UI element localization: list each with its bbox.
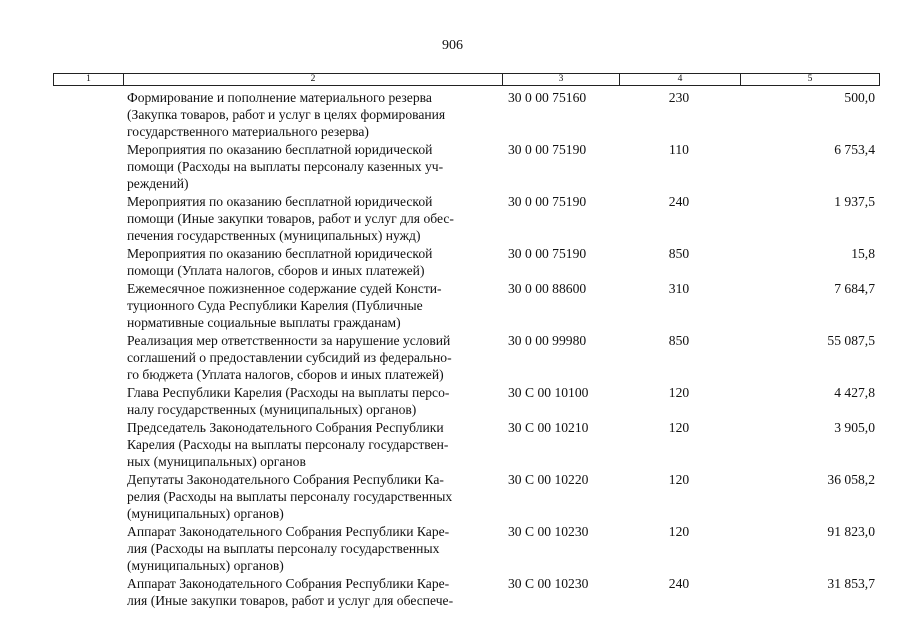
row-expense-type: 850: [668, 333, 690, 348]
row-code: 30 0 00 99980: [508, 333, 587, 348]
row-code: 30 0 00 75160: [508, 90, 587, 105]
row-amount: 4 427,8: [834, 385, 875, 400]
row-code: 30 С 00 10100: [508, 385, 589, 400]
row-name: Депутаты Законодательного Собрания Республики Ка- релия (Расходы на выплаты персоналу государственных (муниципальных) органов): [127, 472, 453, 522]
row-name: Мероприятия по оказанию бесплатной юридической помощи (Расходы на выплаты персоналу казенных уч- реждений): [127, 142, 444, 192]
row-expense-type: 120: [668, 420, 690, 435]
row-expense-type: 850: [668, 246, 690, 261]
row-code: 30 0 00 75190: [508, 246, 587, 261]
table-body: [0, 87, 905, 613]
row-amount: 3 905,0: [834, 420, 875, 435]
row-name: Формирование и пополнение материального резерва (Закупка товаров, работ и услуг в целях формирования государственного материального резерва): [127, 90, 446, 140]
row-name: Мероприятия по оказанию бесплатной юридической помощи (Уплата налогов, сборов и иных платежей): [127, 246, 433, 279]
row-name: Глава Республики Карелия (Расходы на выплаты персо- налу государственных (муниципальных) органов): [127, 385, 450, 418]
table-row: [0, 417, 905, 469]
row-amount: 500,0: [844, 90, 875, 105]
row-amount: 1 937,5: [834, 194, 875, 209]
table-row: [0, 191, 905, 243]
table-row: [0, 87, 905, 139]
table-header: [53, 73, 880, 86]
table-row: [0, 330, 905, 382]
row-name: Мероприятия по оказанию бесплатной юридической помощи (Иные закупки товаров, работ и услуг для обес- печения государственных (муниципальных) нужд): [127, 194, 454, 244]
row-name: Аппарат Законодательного Собрания Республики Каре- лия (Иные закупки товаров, работ и услуг для обеспече-: [127, 576, 454, 609]
header-col-2: 2: [124, 74, 503, 85]
table-row: [0, 243, 905, 278]
header-col-3: 3: [503, 74, 620, 85]
page-number: 906: [442, 38, 463, 53]
row-name: Председатель Законодательного Собрания Республики Карелия (Расходы на выплаты персоналу государствен- ных (муниципальных) органов: [127, 420, 449, 470]
row-expense-type: 230: [668, 90, 690, 105]
row-amount: 91 823,0: [827, 524, 875, 539]
row-code: 30 С 00 10210: [508, 420, 589, 435]
header-col-4: 4: [620, 74, 741, 85]
table-row: [0, 278, 905, 330]
row-amount: 36 058,2: [827, 472, 875, 487]
row-expense-type: 240: [668, 194, 690, 209]
header-col-5: 5: [807, 74, 813, 84]
row-code: 30 С 00 10230: [508, 524, 589, 539]
row-code: 30 С 00 10220: [508, 472, 589, 487]
row-expense-type: 310: [668, 281, 690, 296]
row-code: 30 0 00 75190: [508, 194, 587, 209]
row-name: Ежемесячное пожизненное содержание судей Консти- туционного Суда Республики Карелия (Публичные нормативные социальные выплаты гражданам): [127, 281, 442, 331]
row-expense-type: 120: [668, 472, 690, 487]
row-code: 30 С 00 10230: [508, 576, 589, 591]
row-expense-type: 110: [669, 142, 689, 157]
row-expense-type: 120: [668, 385, 690, 400]
table-row: [0, 382, 905, 417]
row-code: 30 0 00 88600: [508, 281, 587, 296]
row-amount: 31 853,7: [827, 576, 875, 591]
table-row: [0, 469, 905, 521]
row-amount: 55 087,5: [827, 333, 875, 348]
row-amount: 7 684,7: [834, 281, 875, 296]
row-expense-type: 120: [668, 524, 690, 539]
row-code: 30 0 00 75190: [508, 142, 587, 157]
table-row: [0, 521, 905, 573]
header-col-1: 1: [54, 74, 124, 85]
row-amount: 6 753,4: [834, 142, 875, 157]
row-name: Реализация мер ответственности за нарушение условий соглашений о предоставлении субсидий из федерально- го бюджета (Уплата налогов, сборов и иных платежей): [127, 333, 452, 383]
row-expense-type: 240: [668, 576, 690, 591]
row-amount: 15,8: [851, 246, 875, 261]
table-row: [0, 573, 905, 613]
row-name: Аппарат Законодательного Собрания Республики Каре- лия (Расходы на выплаты персоналу государственных (муниципальных) органов): [127, 524, 450, 574]
table-row: [0, 139, 905, 191]
